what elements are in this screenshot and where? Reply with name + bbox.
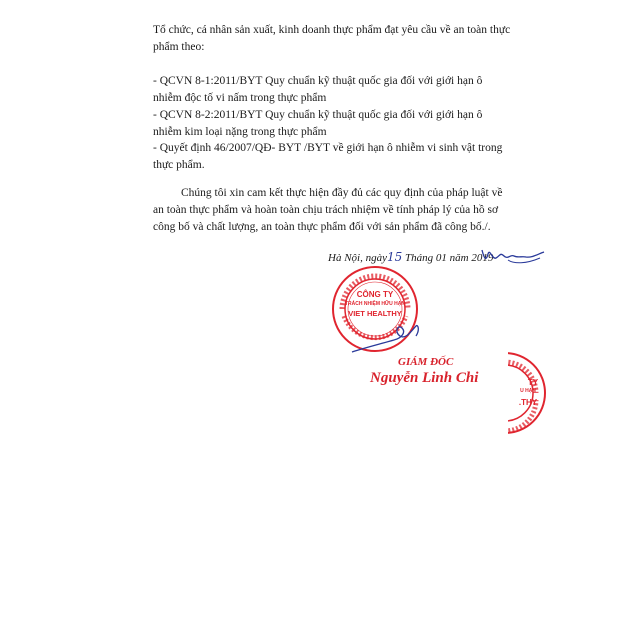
- date-line: [328, 250, 493, 264]
- regulation-item-3: - Quyết định 46/2007/QĐ- BYT /BYT về giới hạn ô nhiễm vi sinh vật trong thực phẩm.: [153, 142, 503, 171]
- seal-responsibility-label: TRÁCH NHIỆM HỮU HẠN: [345, 301, 405, 307]
- director-signature: [350, 318, 430, 358]
- date-prefix: Hà Nội, ngày: [328, 252, 387, 264]
- director-title: GIÁM ĐỐC: [398, 356, 454, 368]
- partial-seal-label-b: U HẠN: [520, 388, 536, 394]
- seal-name-label: VIET HEALTHY: [348, 309, 402, 318]
- date-suffix: Tháng 01 năm 2019: [402, 252, 494, 264]
- seal-company-label: CÔNG TY: [356, 290, 394, 299]
- commitment-paragraph: Chúng tôi xin cam kết thực hiện đầy đủ các quy định của pháp luật về an toàn thực phẩm và hoàn toàn chịu trách nhiệm về tính pháp lý của hồ sơ công bố và chất lượng, an toàn thực phẩm đối với sản phẩm đã công bố./.: [153, 187, 503, 233]
- initial-signature: [478, 244, 548, 270]
- regulation-item-2: - QCVN 8-2:2011/BYT Quy chuẩn kỹ thuật quốc gia đối với giới hạn ô nhiễm kim loại nặng trong thực phẩm: [153, 109, 483, 138]
- intro-paragraph: Tổ chức, cá nhân sản xuất, kinh doanh thực phẩm đạt yêu cầu về an toàn thực phẩm theo:: [153, 24, 511, 53]
- signer-name: Nguyễn Linh Chi: [370, 370, 479, 386]
- partial-seal-label-a: TY: [527, 378, 539, 387]
- date-day: 15: [386, 250, 403, 264]
- regulation-item-1: - QCVN 8-1:2011/BYT Quy chuẩn kỹ thuật quốc gia đối với giới hạn ô nhiễm độc tố vi nấm trong thực phẩm: [153, 75, 483, 104]
- partial-seal: [508, 350, 548, 436]
- partial-seal-label-c: .THY: [518, 398, 538, 407]
